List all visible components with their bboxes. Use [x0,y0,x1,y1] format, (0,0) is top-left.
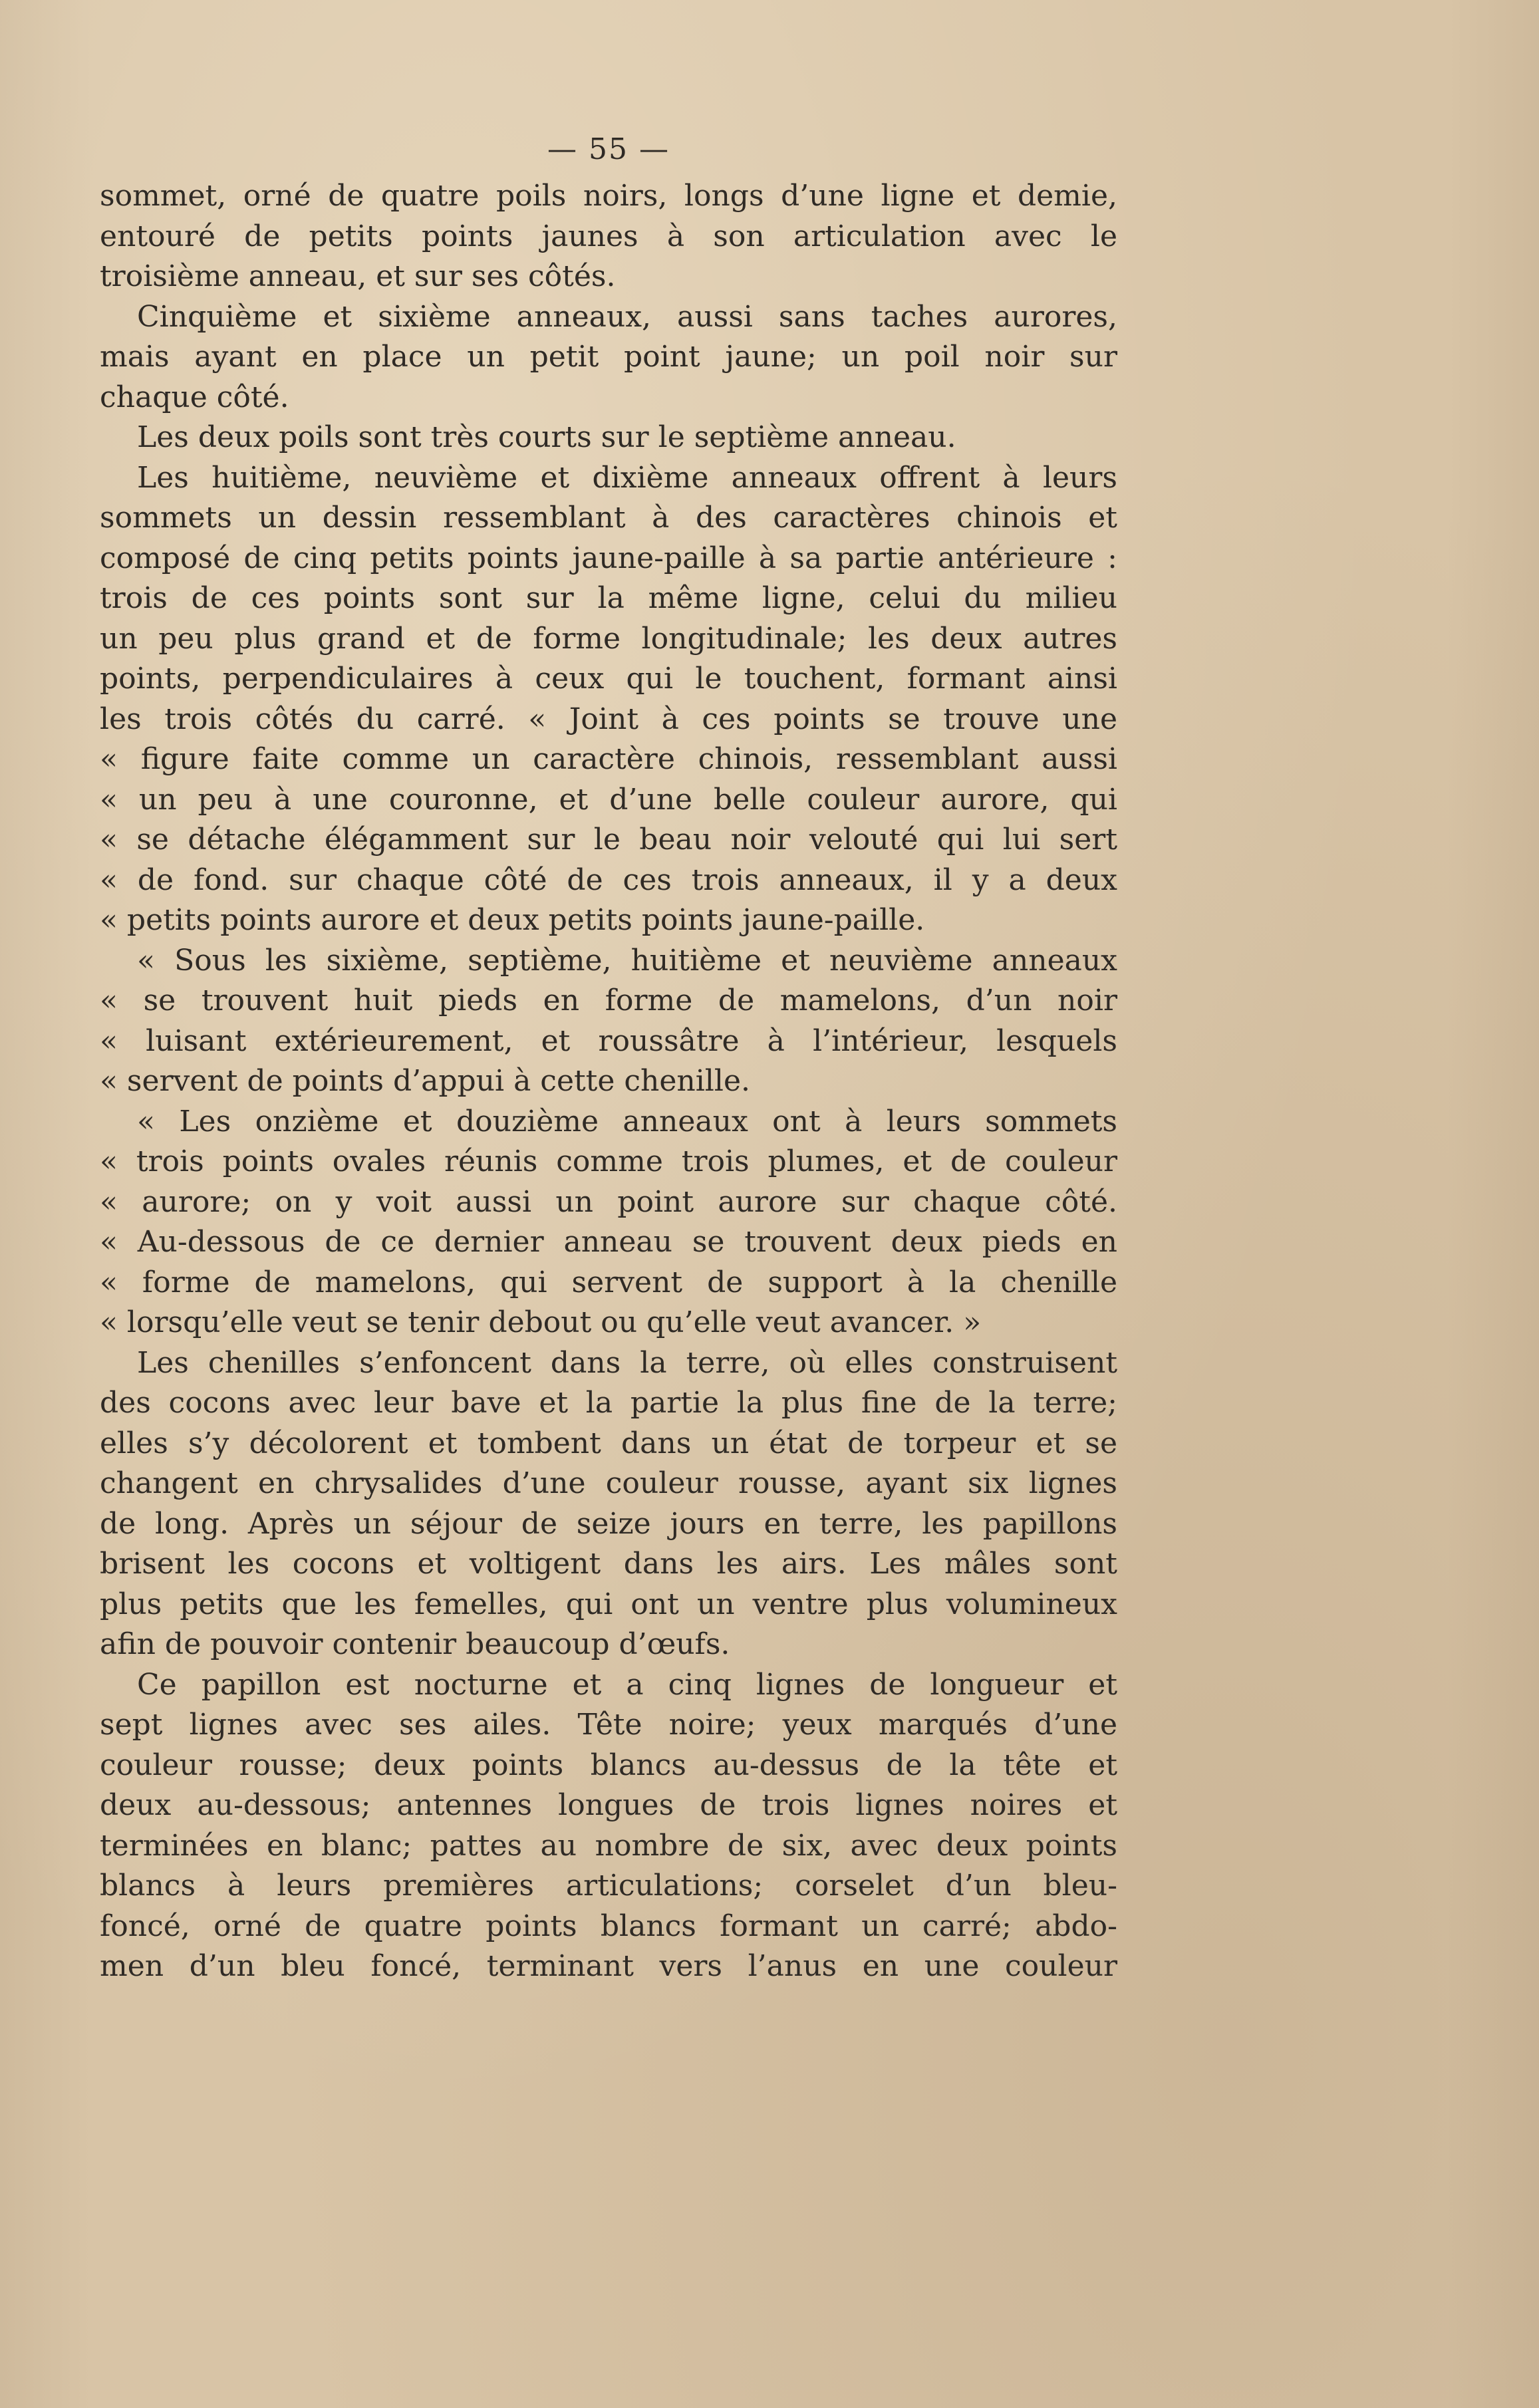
text-line: blancs à leurs premières articulations; corselet d’un bleu- [100,1869,1117,1903]
text-line: « se détache élégamment sur le beau noir velouté qui lui sert [100,823,1117,857]
text-line: Les chenilles s’enfoncent dans la terre, où elles construisent [137,1345,1117,1380]
body-text [100,176,1117,1987]
text-line: points, perpendiculaires à ceux qui le touchent, formant ainsi [100,662,1117,696]
text-line: « lorsqu’elle veut se tenir debout ou qu’elle veut avancer. » [100,1305,982,1339]
text-line: brisent les cocons et voltigent dans les airs. Les mâles sont [100,1547,1117,1581]
text-line: sommets un dessin ressemblant à des caractères chinois et [100,501,1117,535]
text-line: « un peu à une couronne, et d’une belle couleur aurore, qui [100,782,1117,817]
text-line: « petits points aurore et deux petits points jaune-paille. [100,903,925,937]
text-line: « servent de points d’appui à cette chenille. [100,1064,750,1098]
text-line: deux au-dessous; antennes longues de trois lignes noires et [100,1788,1117,1822]
text-line: trois de ces points sont sur la même ligne, celui du milieu [100,581,1117,615]
text-line: « Au-dessous de ce dernier anneau se trouvent deux pieds en [100,1225,1117,1259]
book-page [100,130,1117,2125]
text-line: sommet, orné de quatre poils noirs, longs d’une ligne et demie, [100,179,1117,213]
text-line: changent en chrysalides d’une couleur rousse, ayant six lignes [100,1466,1117,1500]
text-line: « figure faite comme un caractère chinois, ressemblant aussi [100,742,1117,776]
text-line: les trois côtés du carré. « Joint à ces points se trouve une [100,702,1117,736]
text-line: troisième anneau, et sur ses côtés. [100,259,616,293]
text-line: un peu plus grand et de forme longitudinale; les deux autres [100,621,1117,656]
text-line: « forme de mamelons, qui servent de support à la chenille [100,1265,1117,1299]
text-line: « aurore; on y voit aussi un point aurore sur chaque côté. [100,1184,1117,1219]
text-line: elles s’y décolorent et tombent dans un état de torpeur et se [100,1426,1117,1460]
text-line: entouré de petits points jaunes à son articulation avec le [100,219,1117,253]
text-line: afin de pouvoir contenir beaucoup d’œufs. [100,1627,730,1661]
text-line: « de fond. sur chaque côté de ces trois anneaux, il y a deux [100,863,1117,897]
text-line: chaque côté. [100,380,289,414]
text-line: terminées en blanc; pattes au nombre de six, avec deux points [100,1828,1117,1863]
text-line: foncé, orné de quatre points blancs formant un carré; abdo- [100,1909,1117,1943]
text-line: « trois points ovales réunis comme trois plumes, et de couleur [100,1144,1117,1178]
text-line: men d’un bleu foncé, terminant vers l’anus en une couleur [100,1949,1117,1983]
page-number: — 55 — [547,132,670,166]
text-line: Les deux poils sont très courts sur le septième anneau. [137,420,956,454]
text-line: sept lignes avec ses ailes. Tête noire; yeux marqués d’une [100,1708,1117,1742]
text-line: « se trouvent huit pieds en forme de mamelons, d’un noir [100,984,1117,1017]
text-line: des cocons avec leur bave et la partie la plus fine de la terre; [100,1386,1117,1420]
text-line: composé de cinq petits points jaune-paille à sa partie antérieure : [100,541,1117,575]
text-line: de long. Après un séjour de seize jours en terre, les papillons [100,1506,1117,1541]
text-line: Cinquième et sixième anneaux, aussi sans taches aurores, [137,299,1117,334]
text-line: « luisant extérieurement, et roussâtre à l’intérieur, lesquels [100,1023,1117,1058]
text-line: couleur rousse; deux points blancs au-dessus de la tête et [100,1748,1117,1782]
text-line: plus petits que les femelles, qui ont un ventre plus volumineux [100,1587,1117,1621]
text-line: « Sous les sixième, septième, huitième et neuvième anneaux [137,943,1117,978]
text-line: Ce papillon est nocturne et a cinq lignes de longueur et [137,1667,1117,1702]
text-line: Les huitième, neuvième et dixième anneaux offrent à leurs [137,460,1117,495]
text-line: « Les onzième et douzième anneaux ont à leurs sommets [137,1104,1117,1138]
text-line: mais ayant en place un petit point jaune; un poil noir sur [100,340,1117,374]
